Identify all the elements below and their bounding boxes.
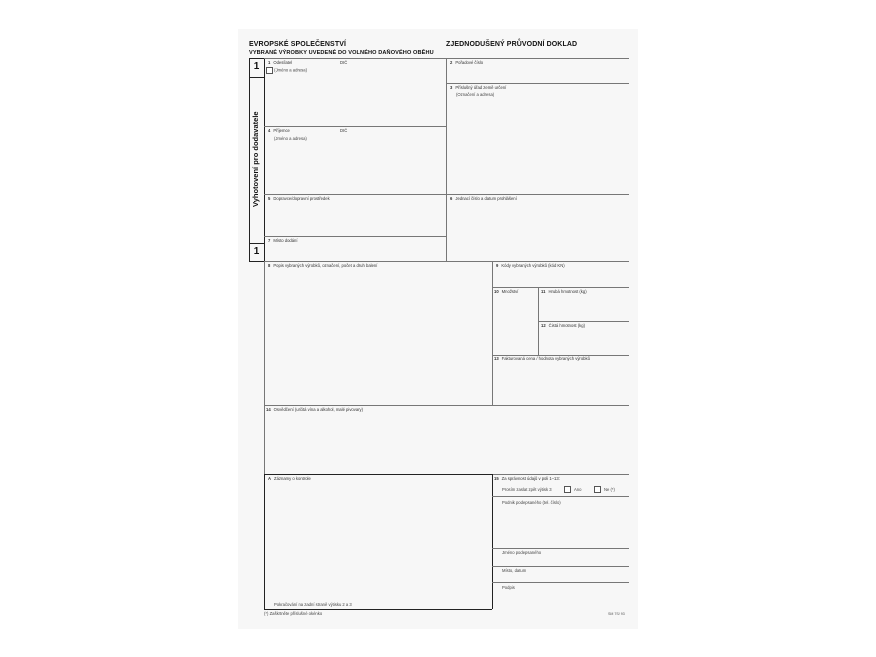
field-5-label: 5 Dopravce/dopravní prostředek: [268, 196, 330, 201]
field-a-label: A Záznamy o kontrole: [268, 476, 311, 481]
field-15-request: Prosím zaslat zpět výtisk 3: [502, 487, 552, 492]
field-3-sub: (Označení a adresa): [456, 92, 495, 97]
field-9-label: 9 Kódy vybraných výrobků (kód KN): [496, 263, 565, 268]
field-15-signature: Podpis: [502, 585, 515, 590]
copy-number-top: 1: [253, 61, 260, 72]
footer-note: (*) Zaškrtněte příslušné okénko: [264, 611, 323, 616]
field-4-label: 4 Příjemce: [268, 128, 290, 133]
field-15-label: 15 Za správnost údajů v poli 1–13:: [494, 476, 560, 481]
field-1-dic: DIČ: [340, 60, 348, 65]
form-code: SM 7S/ 93: [608, 612, 625, 616]
field-15-name: Jméno podepsaného: [502, 550, 542, 555]
form-sheet: [238, 29, 638, 629]
no-label: Ne (*): [604, 487, 615, 492]
document-title: ZJEDNODUŠENÝ PRŮVODNÍ DOKLAD: [446, 41, 578, 48]
field-1-sub: (Jméno a adresa): [266, 67, 307, 74]
field-6-label: 6 Jednací číslo a datum prohlášení: [450, 196, 517, 201]
field-15-place-date: Místo, datum: [502, 568, 527, 573]
field-a-footer: Pokračování na zadní straně výtisku 2 a 3: [274, 602, 352, 607]
field-3-label: 3 Příslušný úřad země určení: [450, 85, 507, 90]
field-11-label: 11 Hrubá hmotnost (kg): [541, 289, 587, 294]
field-8-label: 8 Popis vybraných výrobků, označení, počet a druh balení: [268, 263, 378, 268]
header-subtitle: VYBRANÉ VÝROBKY UVEDENÉ DO VOLNÉHO DAŇOVÉHO OBĚHU: [249, 50, 434, 56]
field-10-label: 10 Množství: [494, 289, 519, 294]
field-15-company: Podnik podepsaného (tel. číslo): [502, 500, 561, 505]
copy-number-bottom: 1: [253, 246, 260, 257]
yes-checkbox[interactable]: [564, 486, 571, 493]
field-2-label: 2 Pořadové číslo: [450, 60, 484, 65]
field-14-label: 14 Osvědčení (určitá vína a alkohol, malé pivovary): [266, 407, 364, 412]
field-1-checkbox[interactable]: [266, 67, 273, 74]
no-checkbox[interactable]: [594, 486, 601, 493]
field-1-label: 1 Odesílatel: [268, 60, 293, 65]
field-7-label: 7 Místo dodání: [268, 238, 298, 243]
field-12-label: 12 Čistá hmotnost (kg): [541, 323, 585, 328]
field-4-sub: (Jméno a adresa): [274, 136, 307, 141]
header-community: EVROPSKÉ SPOLEČENSTVÍ: [249, 41, 347, 48]
field-4-dic: DIČ: [340, 128, 348, 133]
yes-label: Ano: [574, 487, 582, 492]
copy-title-vertical: Vyhotovení pro dodavatele: [251, 111, 260, 207]
field-13-label: 13 Fakturovaná cena / hodnota vybraných výrobků: [494, 356, 590, 361]
